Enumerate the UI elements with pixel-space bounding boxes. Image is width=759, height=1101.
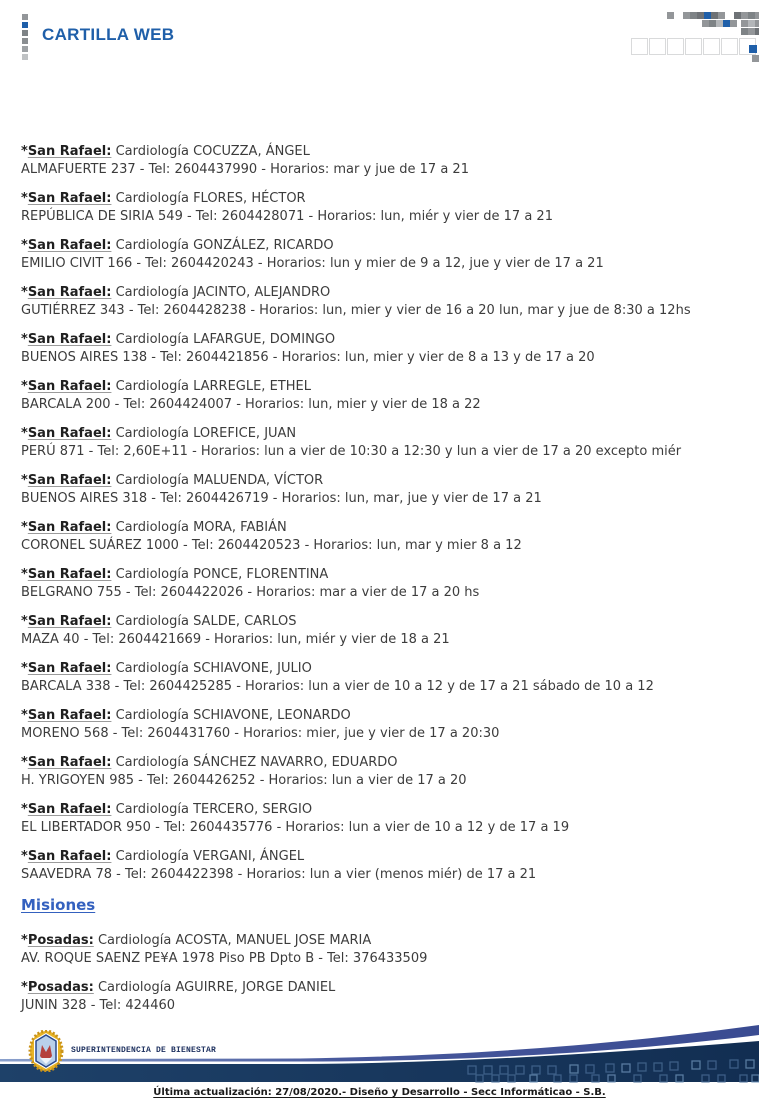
entry-city-label: *San Rafael: xyxy=(21,849,112,864)
entry-title: Cardiología SÁNCHEZ NAVARRO, EDUARDO xyxy=(115,755,398,770)
directory-entry xyxy=(21,613,749,649)
entry-title: Cardiología MORA, FABIÁN xyxy=(115,520,287,535)
entry-bullet: * xyxy=(21,567,28,582)
entry-title: Cardiología LOREFICE, JUAN xyxy=(115,426,297,441)
directory-entry xyxy=(21,707,749,743)
entry-title: Cardiología VERGANI, ÁNGEL xyxy=(115,849,305,864)
directory-entry xyxy=(21,284,749,320)
directory-entry xyxy=(21,190,749,226)
entry-bullet: * xyxy=(21,285,28,300)
entry-headline xyxy=(21,237,749,255)
entry-headline xyxy=(21,190,749,208)
entry-city-label: *San Rafael: xyxy=(21,473,112,488)
entry-title: Cardiología FLORES, HÉCTOR xyxy=(115,191,306,206)
entry-bullet: * xyxy=(21,661,28,676)
directory-entry xyxy=(21,801,749,837)
entry-bullet: * xyxy=(21,473,28,488)
entry-city-label: *San Rafael: xyxy=(21,238,112,253)
entry-title: Cardiología PONCE, FLORENTINA xyxy=(115,567,329,582)
entry-title: Cardiología LAFARGUE, DOMINGO xyxy=(115,332,336,347)
entry-headline xyxy=(21,566,749,584)
entry-details: MAZA 40 - Tel: 2604421669 - Horarios: lun, miér y vier de 18 a 21 xyxy=(21,632,450,647)
entry-bullet: * xyxy=(21,238,28,253)
entry-details: JUNIN 328 - Tel: 424460 xyxy=(21,998,176,1013)
entry-bullet: * xyxy=(21,708,28,723)
entry-headline xyxy=(21,425,749,443)
provider-directory xyxy=(21,143,749,1026)
entry-headline xyxy=(21,660,749,678)
entry-title: Cardiología SCHIAVONE, JULIO xyxy=(115,661,312,676)
directory-entry xyxy=(21,566,749,602)
entry-headline xyxy=(21,143,749,161)
entry-details: BARCALA 338 - Tel: 2604425285 - Horarios: lun a vier de 10 a 12 y de 17 a 21 sábado de 10 a 12 xyxy=(21,679,654,694)
entry-city-label: *San Rafael: xyxy=(21,802,112,817)
entry-details: H. YRIGOYEN 985 - Tel: 2604426252 - Horarios: lun a vier de 17 a 20 xyxy=(21,773,467,788)
entry-details: REPÚBLICA DE SIRIA 549 - Tel: 2604428071 - Horarios: lun, miér y vier de 17 a 21 xyxy=(21,209,553,224)
entry-title: Cardiología COCUZZA, ÁNGEL xyxy=(115,144,310,159)
entry-city-label: *San Rafael: xyxy=(21,285,112,300)
entry-headline xyxy=(21,754,749,772)
entry-bullet: * xyxy=(21,379,28,394)
entry-headline xyxy=(21,707,749,725)
entry-headline xyxy=(21,932,749,950)
entry-city-label: *San Rafael: xyxy=(21,426,112,441)
entry-details: BUENOS AIRES 318 - Tel: 2604426719 - Horarios: lun, mar, jue y vier de 17 a 21 xyxy=(21,491,542,506)
app-title: CARTILLA WEB xyxy=(42,25,175,44)
entry-title: Cardiología GONZÁLEZ, RICARDO xyxy=(115,238,334,253)
entry-city-label: *Posadas: xyxy=(21,933,94,948)
entry-title: Cardiología SALDE, CARLOS xyxy=(115,614,297,629)
entry-bullet: * xyxy=(21,332,28,347)
entry-headline xyxy=(21,519,749,537)
entry-headline xyxy=(21,613,749,631)
entry-city-label: *San Rafael: xyxy=(21,614,112,629)
entry-bullet: * xyxy=(21,191,28,206)
entry-details: GUTIÉRREZ 343 - Tel: 2604428238 - Horarios: lun, mier y vier de 16 a 20 lun, mar y jue de 8:30 a 12hs xyxy=(21,303,691,318)
entry-details: EL LIBERTADOR 950 - Tel: 2604435776 - Horarios: lun a vier de 10 a 12 y de 17 a 19 xyxy=(21,820,570,835)
entry-title: Cardiología JACINTO, ALEJANDRO xyxy=(115,285,331,300)
entry-bullet: * xyxy=(21,980,28,995)
entry-title: Cardiología SCHIAVONE, LEONARDO xyxy=(115,708,351,723)
directory-entry xyxy=(21,932,749,968)
entry-title: Cardiología AGUIRRE, JORGE DANIEL xyxy=(97,980,336,995)
entry-details: BARCALA 200 - Tel: 2604424007 - Horarios: lun, mier y vier de 18 a 22 xyxy=(21,397,481,412)
entry-bullet: * xyxy=(21,755,28,770)
entry-city-label: *San Rafael: xyxy=(21,567,112,582)
entry-details: AV. ROQUE SAENZ PE¥A 1978 Piso PB Dpto B - Tel: 376433509 xyxy=(21,951,428,966)
entry-city-label: *San Rafael: xyxy=(21,191,112,206)
entry-bullet: * xyxy=(21,614,28,629)
entry-details: CORONEL SUÁREZ 1000 - Tel: 2604420523 - Horarios: lun, mar y mier 8 a 12 xyxy=(21,538,522,553)
entry-headline xyxy=(21,378,749,396)
entry-headline xyxy=(21,284,749,302)
entry-title: Cardiología TERCERO, SERGIO xyxy=(115,802,313,817)
pixel-mosaic-decoration xyxy=(613,10,759,66)
directory-entry xyxy=(21,848,749,884)
directory-entry xyxy=(21,979,749,1015)
entry-title: Cardiología LARREGLE, ETHEL xyxy=(115,379,311,394)
entry-details: MORENO 568 - Tel: 2604431760 - Horarios: mier, jue y vier de 17 a 20:30 xyxy=(21,726,500,741)
entry-city-label: *San Rafael: xyxy=(21,755,112,770)
superintendencia-shield-icon xyxy=(27,1030,65,1072)
footer-org-name: SUPERINTENDENCIA DE BIENESTAR xyxy=(71,1046,217,1055)
header-brand xyxy=(22,13,174,60)
footer-update-line: Última actualización: 27/08/2020.- Diseño y Desarrollo - Secc Informáticao - S.B. xyxy=(153,1087,606,1098)
pixel-strip-icon xyxy=(22,14,28,60)
entry-title: Cardiología MALUENDA, VÍCTOR xyxy=(115,473,324,488)
entry-bullet: * xyxy=(21,520,28,535)
entry-details: ALMAFUERTE 237 - Tel: 2604437990 - Horarios: mar y jue de 17 a 21 xyxy=(21,162,469,177)
section-heading-misiones[interactable]: Misiones xyxy=(21,896,96,914)
entry-city-label: *San Rafael: xyxy=(21,144,112,159)
directory-entry xyxy=(21,237,749,273)
entry-headline xyxy=(21,331,749,349)
directory-entry xyxy=(21,331,749,367)
directory-entry xyxy=(21,378,749,414)
entry-bullet: * xyxy=(21,933,28,948)
directory-entry xyxy=(21,660,749,696)
directory-entry xyxy=(21,143,749,179)
entry-bullet: * xyxy=(21,849,28,864)
entry-details: PERÚ 871 - Tel: 2,60E+11 - Horarios: lun a vier de 10:30 a 12:30 y lun a vier de 17 a 20 excepto miér xyxy=(21,444,682,459)
entry-headline xyxy=(21,472,749,490)
entry-city-label: *Posadas: xyxy=(21,980,94,995)
entry-bullet: * xyxy=(21,802,28,817)
entry-headline xyxy=(21,979,749,997)
entry-bullet: * xyxy=(21,144,28,159)
entry-city-label: *San Rafael: xyxy=(21,708,112,723)
entry-details: EMILIO CIVIT 166 - Tel: 2604420243 - Horarios: lun y mier de 9 a 12, jue y vier de 17 a 21 xyxy=(21,256,604,271)
entry-details: SAAVEDRA 78 - Tel: 2604422398 - Horarios: lun a vier (menos miér) de 17 a 21 xyxy=(21,867,537,882)
entry-title: Cardiología ACOSTA, MANUEL JOSE MARIA xyxy=(97,933,372,948)
directory-entry xyxy=(21,472,749,508)
entry-details: BELGRANO 755 - Tel: 2604422026 - Horarios: mar a vier de 17 a 20 hs xyxy=(21,585,480,600)
entry-details: BUENOS AIRES 138 - Tel: 2604421856 - Horarios: lun, mier y vier de 8 a 13 y de 17 a 20 xyxy=(21,350,595,365)
entry-bullet: * xyxy=(21,426,28,441)
entry-city-label: *San Rafael: xyxy=(21,661,112,676)
entry-headline xyxy=(21,801,749,819)
entry-city-label: *San Rafael: xyxy=(21,332,112,347)
directory-entry xyxy=(21,519,749,555)
directory-entry xyxy=(21,425,749,461)
entry-city-label: *San Rafael: xyxy=(21,520,112,535)
entry-headline xyxy=(21,848,749,866)
directory-entry xyxy=(21,754,749,790)
entry-city-label: *San Rafael: xyxy=(21,379,112,394)
